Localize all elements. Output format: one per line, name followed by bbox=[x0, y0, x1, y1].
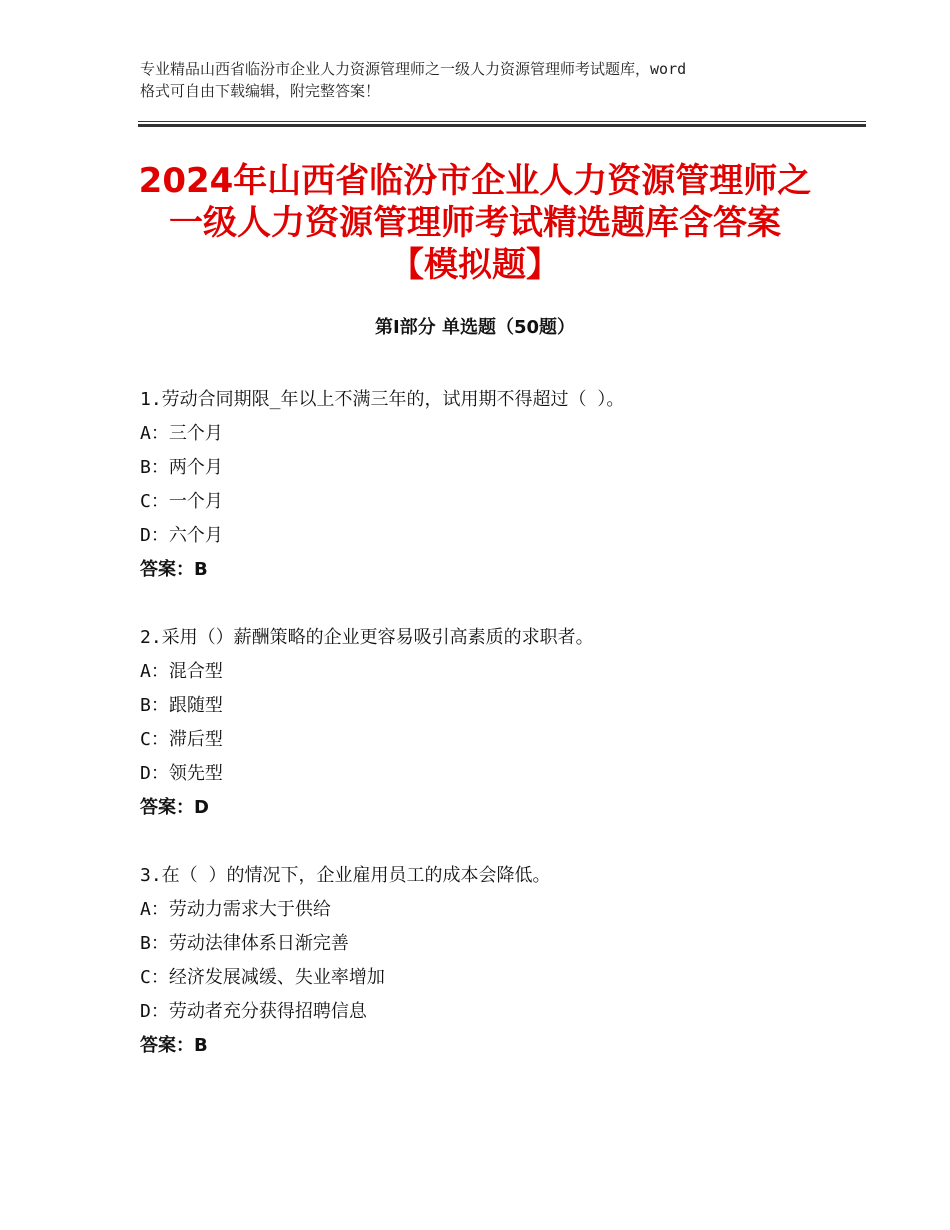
document-title bbox=[0, 160, 950, 286]
answer: 答案：B bbox=[140, 559, 208, 580]
title-line-2: 一级人力资源管理师考试精选题库含答案 bbox=[169, 203, 781, 243]
option-b: B：跟随型 bbox=[140, 695, 223, 716]
question-3 bbox=[140, 859, 860, 1063]
option-b: B：劳动法律体系日渐完善 bbox=[140, 933, 349, 954]
header-divider bbox=[138, 121, 866, 127]
option-a: A：三个月 bbox=[140, 423, 223, 444]
answer: 答案：B bbox=[140, 1035, 208, 1056]
question-1 bbox=[140, 383, 860, 587]
title-line-1: 2024年山西省临汾市企业人力资源管理师之 bbox=[138, 161, 812, 201]
question-text: 3.在（ ）的情况下，企业雇用员工的成本会降低。 bbox=[140, 865, 551, 886]
option-c: C：经济发展减缓、失业率增加 bbox=[140, 967, 385, 988]
option-d: D：劳动者充分获得招聘信息 bbox=[140, 1001, 367, 1022]
header-note-line-1: 专业精品山西省临汾市企业人力资源管理师之一级人力资源管理师考试题库，word bbox=[140, 60, 687, 78]
option-d: D：领先型 bbox=[140, 763, 223, 784]
header-note bbox=[140, 58, 840, 102]
option-a: A：混合型 bbox=[140, 661, 223, 682]
option-c: C：滞后型 bbox=[140, 729, 223, 750]
answer: 答案：D bbox=[140, 797, 209, 818]
section-heading: 第Ⅰ部分 单选题（50题） bbox=[374, 317, 575, 338]
header-note-line-2: 格式可自由下载编辑，附完整答案！ bbox=[140, 82, 381, 100]
option-c: C：一个月 bbox=[140, 491, 223, 512]
option-d: D：六个月 bbox=[140, 525, 223, 546]
question-list bbox=[140, 383, 860, 1097]
option-b: B：两个月 bbox=[140, 457, 223, 478]
question-text: 1.劳动合同期限_年以上不满三年的，试用期不得超过（ ）。 bbox=[140, 389, 625, 410]
question-text: 2.采用（）薪酬策略的企业更容易吸引高素质的求职者。 bbox=[140, 627, 594, 648]
question-2 bbox=[140, 621, 860, 825]
option-a: A：劳动力需求大于供给 bbox=[140, 899, 331, 920]
title-line-3: 【模拟题】 bbox=[390, 245, 560, 285]
